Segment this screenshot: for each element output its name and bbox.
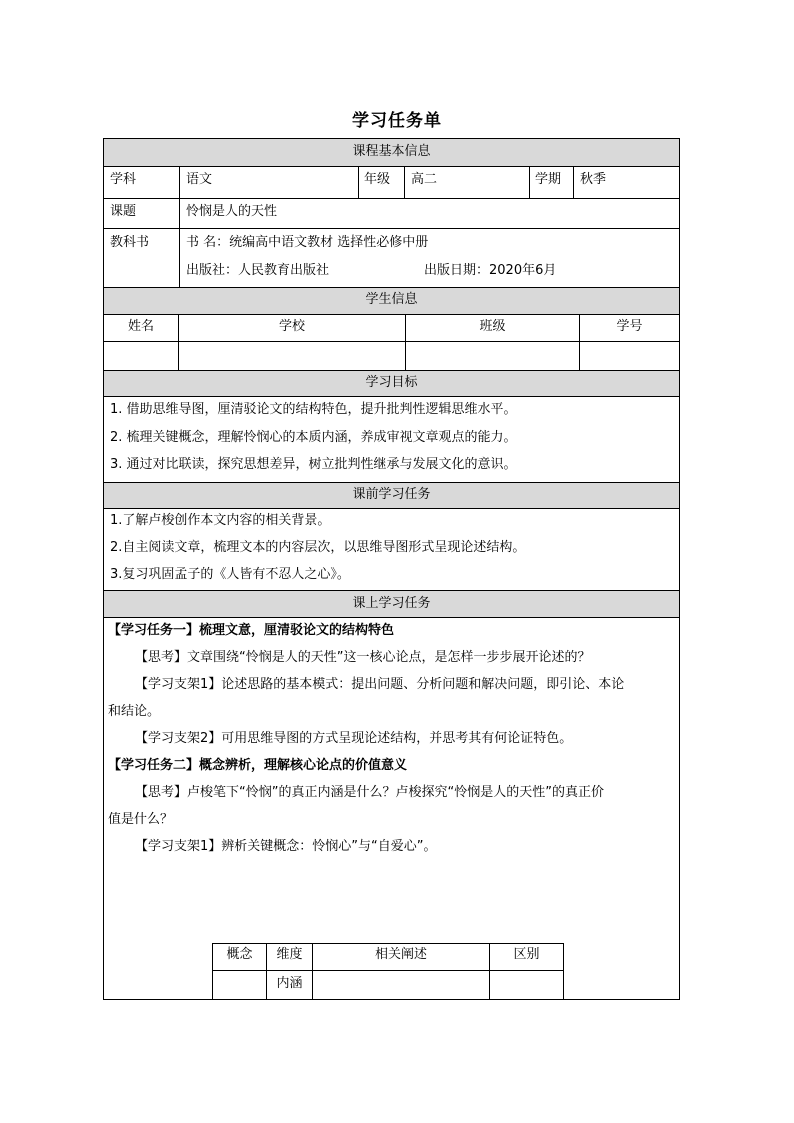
goal-item: 3. 通过对比联读，探究思想差异，树立批判性继承与发展文化的意识。 <box>110 457 517 472</box>
topic-label: 课题 <box>110 204 137 219</box>
topic-value: 怜悯是人的天性 <box>186 204 278 219</box>
pre-class-item: 2.自主阅读文章，梳理文本的内容层次，以思维导图形式呈现论述结构。 <box>110 540 526 555</box>
publisher: 出版社：人民教育出版社 <box>186 263 330 278</box>
task2-title: 【学习任务二】概念辨析，理解核心论点的价值意义 <box>108 758 408 773</box>
textbook-label: 教科书 <box>110 235 150 250</box>
goal-item: 1. 借助思维导图，厘清驳论文的结构特色，提升批判性逻辑思维水平。 <box>110 402 517 417</box>
student-info-header: 学生信息 <box>365 292 418 307</box>
dimension-header: 维度 <box>276 947 303 962</box>
task1-scaffold1-cont: 和结论。 <box>108 704 161 719</box>
task1-scaffold2: 【学习支架2】可用思维导图的方式呈现论述结构，并思考其有何论证特色。 <box>135 731 573 746</box>
task2-think: 【思考】卢梭笔下“怜悯”的真正内涵是什么？卢梭探究“怜悯是人的天性”的真正价 <box>135 785 604 800</box>
task1-scaffold1: 【学习支架1】论述思路的基本模式：提出问题、分析问题和解决问题，即引论、本论 <box>135 677 625 692</box>
basic-info-header: 课程基本信息 <box>352 144 431 159</box>
pre-class-item: 1.了解卢梭创作本文内容的相关背景。 <box>110 513 331 528</box>
subject-label: 学科 <box>110 172 137 187</box>
column-student-id: 学号 <box>616 319 643 334</box>
task1-think: 【思考】文章围绕“怜悯是人的天性”这一核心论点，是怎样一步步展开论述的？ <box>135 650 591 665</box>
term-value: 秋季 <box>580 172 607 187</box>
task1-title: 【学习任务一】梳理文意，厘清驳论文的结构特色 <box>108 623 395 638</box>
concept-header: 概念 <box>226 947 253 962</box>
column-name: 姓名 <box>127 319 154 334</box>
task2-scaffold1: 【学习支架1】辨析关键概念：怜悯心”与“自爱心”。 <box>135 839 437 854</box>
goal-item: 2. 梳理关键概念，理解怜悯心的本质内涵，养成审视文章观点的能力。 <box>110 430 517 445</box>
dimension-connotation: 内涵 <box>276 976 303 991</box>
grade-label: 年级 <box>364 172 391 187</box>
difference-header: 区别 <box>513 947 540 962</box>
subject-value: 语文 <box>186 172 213 187</box>
book-name: 书 名：统编高中语文教材 选择性必修中册 <box>186 235 429 250</box>
grade-value: 高二 <box>411 172 438 187</box>
goals-header: 学习目标 <box>365 375 418 390</box>
column-school: 学校 <box>278 319 305 334</box>
in-class-header: 课上学习任务 <box>352 596 431 611</box>
column-class: 班级 <box>479 319 506 334</box>
task2-think-cont: 值是什么？ <box>108 812 174 827</box>
pre-class-item: 3.复习巩固孟子的《人皆有不忍人之心》。 <box>110 567 350 582</box>
publish-date: 出版日期：2020年6月 <box>424 263 557 278</box>
explanation-header: 相关阐述 <box>374 947 427 962</box>
term-label: 学期 <box>535 172 562 187</box>
page-title: 学习任务单 <box>352 111 442 131</box>
pre-class-header: 课前学习任务 <box>352 487 431 502</box>
